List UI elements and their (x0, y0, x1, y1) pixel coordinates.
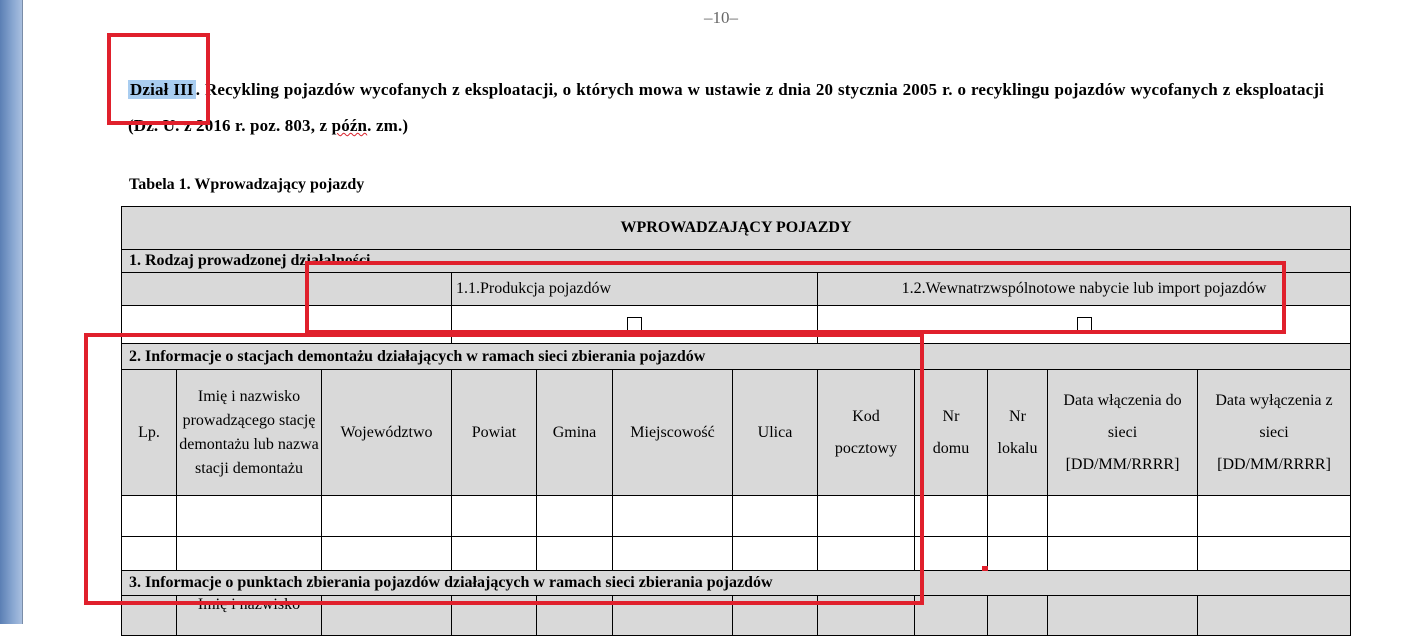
annotation-box-section-label (107, 33, 210, 125)
annotation-dot (982, 566, 988, 571)
col-header-voivodeship: Województwo (322, 370, 452, 496)
table-cell (988, 596, 1048, 636)
option-import-label: 1.2.Wewnatrzwspólnotowe nabycie lub import pojazdów (818, 273, 1351, 306)
col-header-date-in: Data włączenia do sieci [DD/MM/RRRR] (1048, 370, 1198, 496)
table-cell (915, 596, 988, 636)
annotation-box-station-info (84, 333, 924, 605)
option-production-label: 1.1.Produkcja pojazdów (452, 273, 818, 306)
window-left-rail (0, 0, 22, 624)
selected-text[interactable]: Dział III (130, 80, 194, 99)
table-cell[interactable] (915, 537, 988, 571)
table-cell[interactable] (1198, 537, 1351, 571)
section-heading (128, 72, 1324, 144)
heading-text: . Recykling pojazdów wycofanych z eksploatacji, o których mowa w ustawie z dnia 20 stycznia 2005 r. o recyklingu pojazdów wycofanych z eksploatacji (Dz. U. z 2016 r. poz. 803, z (128, 80, 1324, 135)
col-header-postcode: Kod pocztowy (818, 370, 915, 496)
col-header-date-out: Data wyłączenia z sieci [DD/MM/RRRR] (1198, 370, 1351, 496)
spellcheck-word[interactable]: późn (331, 116, 368, 135)
col-header-locality: Miejscowość (613, 370, 733, 496)
table-cell[interactable] (1198, 496, 1351, 537)
page-edge (22, 0, 23, 624)
page-number: –10– (704, 8, 738, 27)
col-header-street: Ulica (733, 370, 818, 496)
annotation-box-activity-options (305, 261, 1286, 334)
col-header-flat-no: Nr lokalu (988, 370, 1048, 496)
col-header-commune: Gmina (537, 370, 613, 496)
table-cell (1048, 596, 1198, 636)
col-header-county: Powiat (452, 370, 537, 496)
table-cell (1198, 596, 1351, 636)
table-cell[interactable] (1048, 537, 1198, 571)
col-header-name: Imię i nazwisko prowadzącego stację demontażu lub nazwa stacji demontażu (177, 370, 322, 496)
table-cell[interactable] (1048, 496, 1198, 537)
section-3-header: 3. Informacje o punktach zbierania pojazdów działających w ramach sieci zbierania pojazdów (122, 571, 1351, 596)
table-cell[interactable] (988, 496, 1048, 537)
col-header-name-2: Imię i nazwisko (177, 596, 322, 636)
col-header-lp: Lp. (122, 370, 177, 496)
table-cell[interactable] (988, 537, 1048, 571)
table-title: WPROWADZAJĄCY POJAZDY (122, 207, 1351, 250)
section-1-header: 1. Rodzaj prowadzonej działalności (122, 250, 1351, 273)
table-cell[interactable] (915, 496, 988, 537)
col-header-house-no: Nr domu (915, 370, 988, 496)
heading-text-end: . zm.) (367, 116, 409, 135)
table-caption: Tabela 1. Wprowadzający pojazdy (129, 176, 365, 193)
section-2-header: 2. Informacje o stacjach demontażu działających w ramach sieci zbierania pojazdów (122, 344, 1351, 370)
